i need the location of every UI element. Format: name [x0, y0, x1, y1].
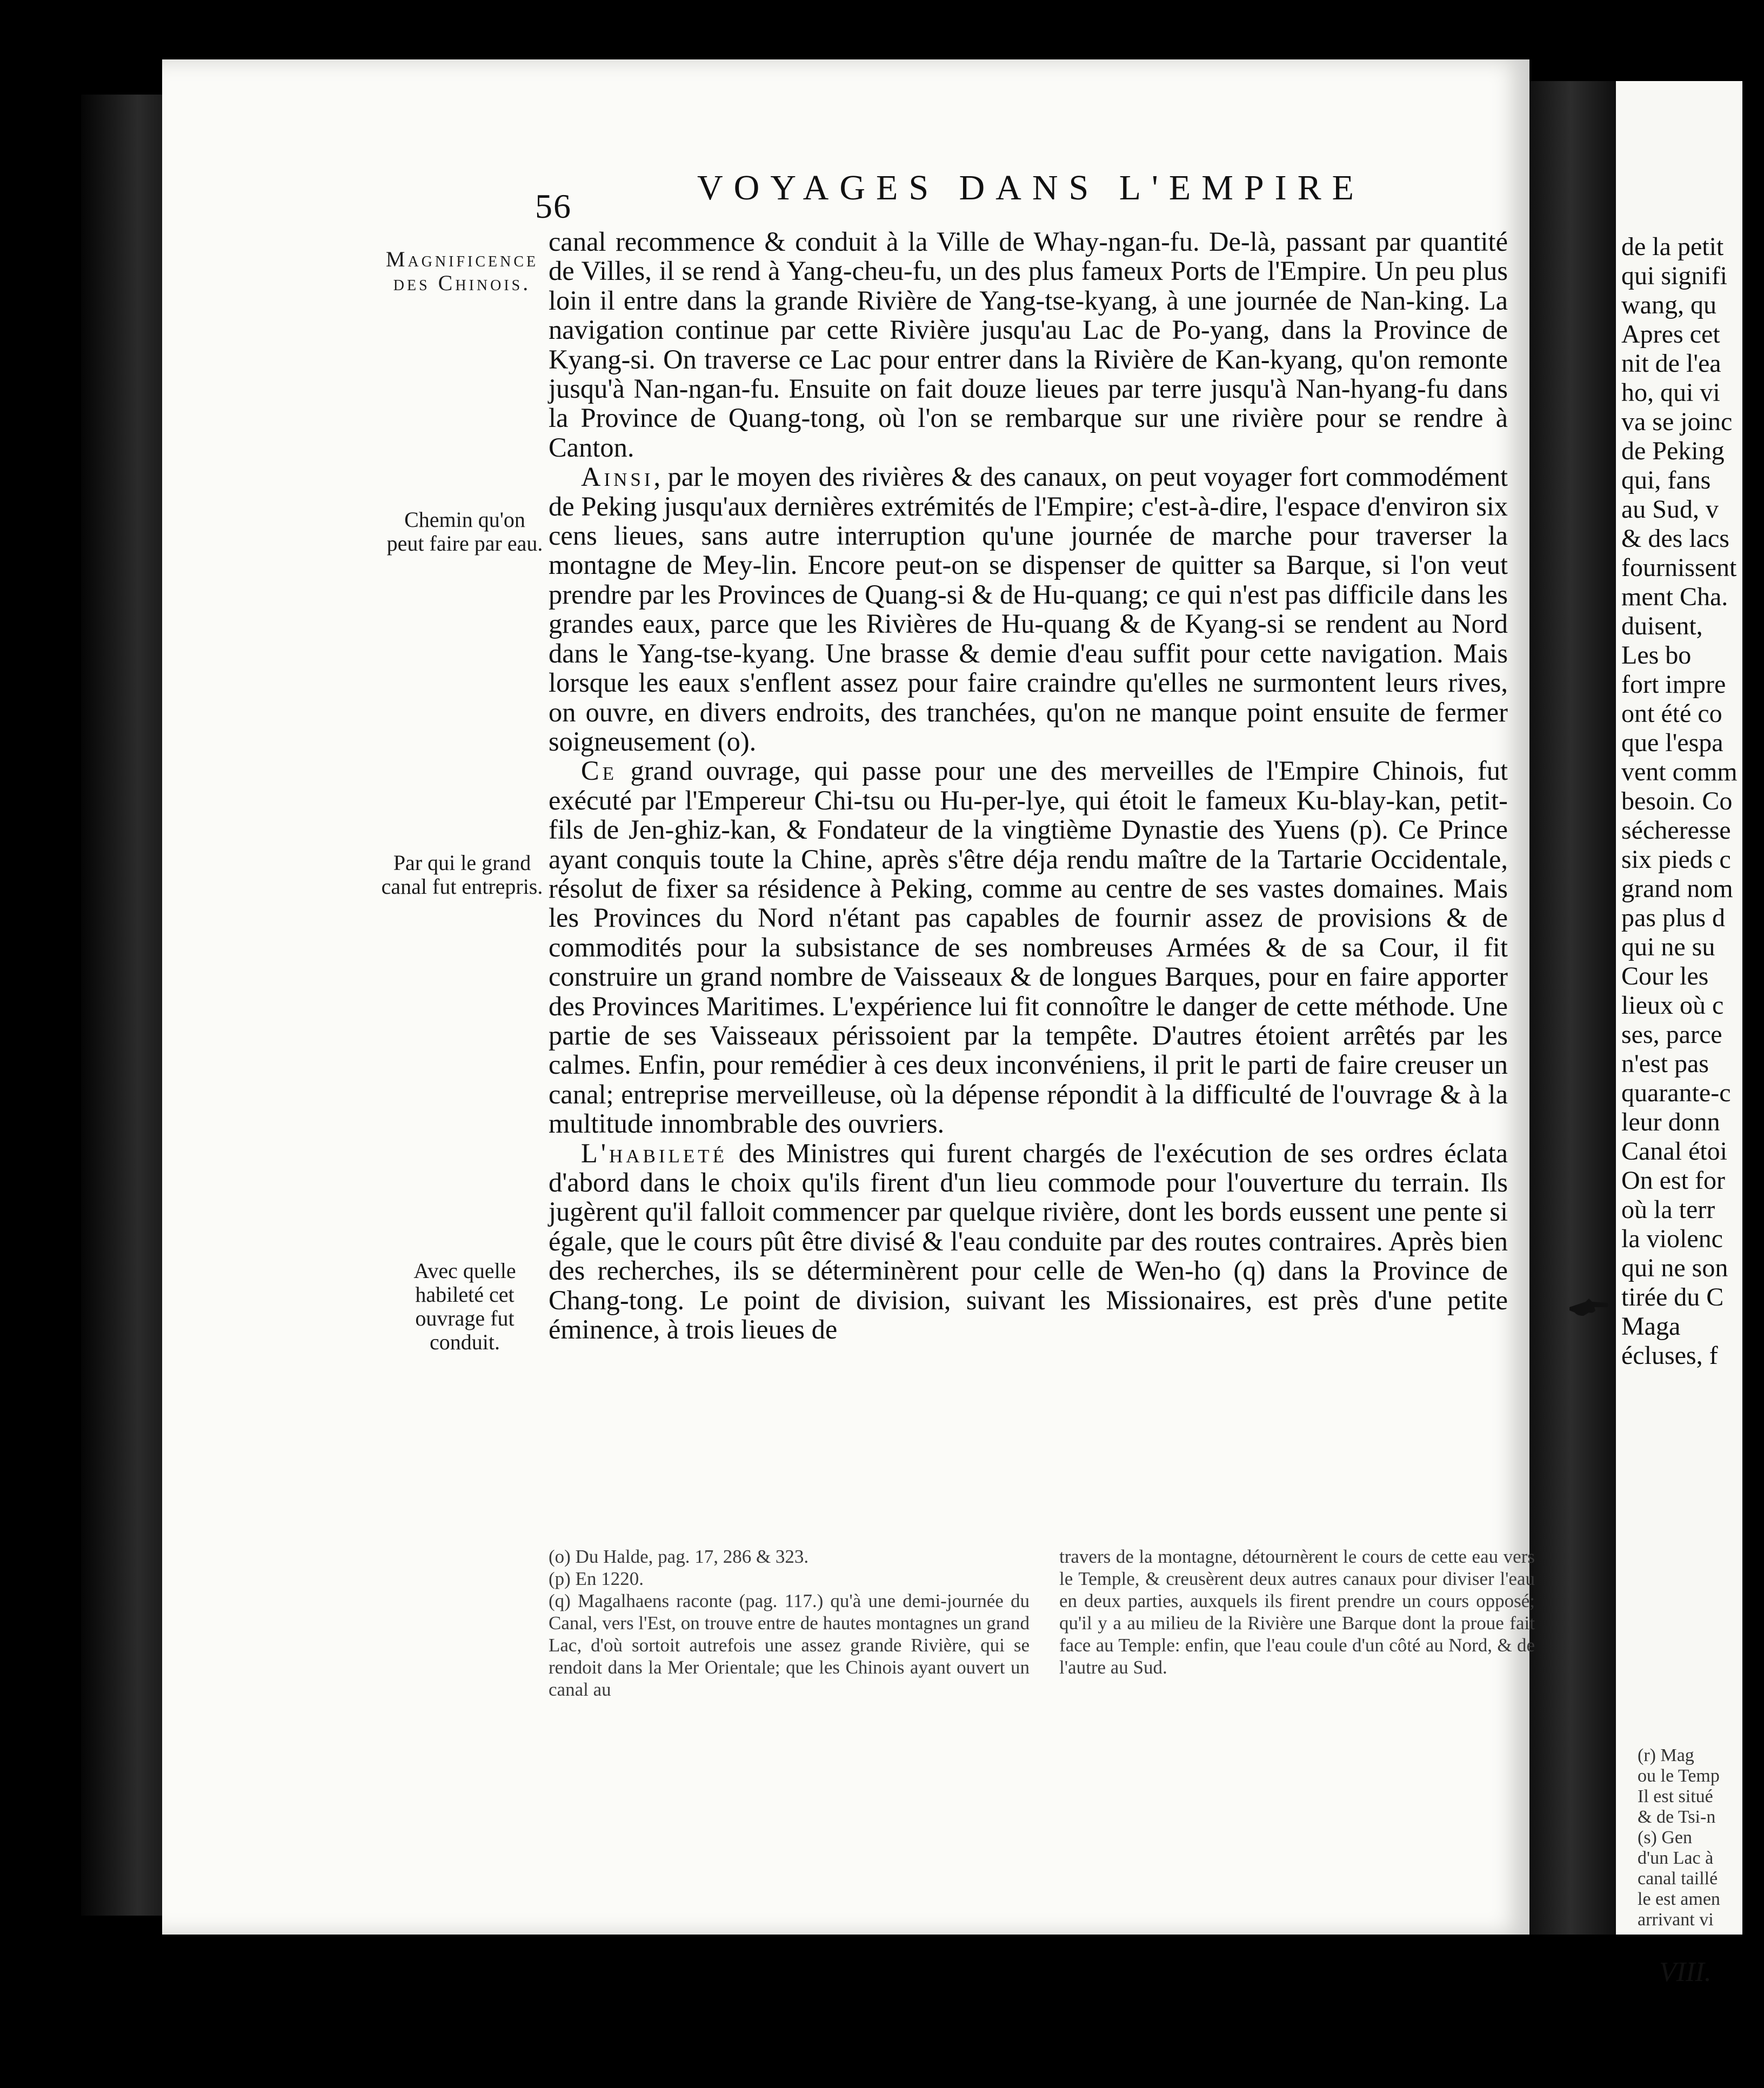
margin-note-magnificence: Magnificence des Chinois.: [385, 247, 539, 295]
right-page-line: quarante-c: [1621, 1079, 1731, 1107]
page-number: 56: [535, 187, 572, 225]
pointing-hand-icon: [1567, 1294, 1611, 1321]
right-page-line: Les bo: [1621, 641, 1692, 670]
right-page-line: nit de l'ea: [1621, 349, 1721, 378]
right-page-line: que l'espa: [1621, 728, 1723, 757]
right-page-line: tirée du C: [1621, 1283, 1724, 1311]
footnotes-left: [549, 1545, 1030, 1701]
paragraph-4-lead: L'habileté: [581, 1137, 728, 1168]
right-page-line: qui ne su: [1621, 933, 1715, 961]
right-page-line: au Sud, v: [1621, 495, 1719, 524]
right-page-line: vent comm: [1621, 758, 1738, 786]
right-page-note-line: & de Tsi-n: [1638, 1807, 1716, 1827]
right-page-note-line: d'un Lac à: [1638, 1848, 1714, 1868]
right-page-note-line: ou le Temp: [1638, 1766, 1720, 1786]
right-page-line: la violenc: [1621, 1224, 1723, 1253]
paragraph-2-lead: Ainsi: [581, 461, 654, 492]
right-page-line: n'est pas: [1621, 1049, 1709, 1078]
right-page-note-line: le est amen: [1638, 1889, 1720, 1909]
right-page-line: de Peking: [1621, 437, 1725, 465]
right-page-line: sécheresse: [1621, 816, 1731, 845]
footnotes-right: [1059, 1545, 1535, 1678]
paragraph-1: canal recommence & conduit à la Ville de Whay-ngan-fu. De-là, passant par quantité de Villes, il se rend à Yang-cheu-fu, un des plus fameux Ports de l'Empire. Un peu plus loin il entre dans la grande Rivière de Yang-tse-kyang, à une journée de Nan-king. La navigation continue par cette Rivière jusqu'au Lac de Po-yang, dans la Province de Kyang-si. On traverse ce Lac pour entrer dans la Rivière de Kan-kyang, qu'on remonte jusqu'à Nan-ngan-fu. Ensuite on fait douze lieues par terre jusqu'à Nan-hyang-fu dans la Province de Quang-tong, où l'on se rembarque sur une rivière pour se rendre à Canton.: [549, 226, 1508, 463]
right-page-signature: VIII.: [1659, 1957, 1712, 1987]
right-page-note-line: (r) Mag: [1638, 1745, 1694, 1765]
right-page-line: ho, qui vi: [1621, 378, 1720, 407]
right-page-line: ses, parce: [1621, 1020, 1722, 1049]
right-page-line: où la terr: [1621, 1195, 1715, 1224]
right-page-line: leur donn: [1621, 1108, 1720, 1136]
book-gutter: [1529, 81, 1621, 1935]
right-page-line: On est for: [1621, 1166, 1725, 1195]
right-page-line: six pieds c: [1621, 845, 1731, 874]
right-page-notes: [1616, 1745, 1764, 1930]
margin-note-chemin: Chemin qu'on peut faire par eau.: [386, 507, 543, 556]
right-page-line: qui signifi: [1621, 262, 1728, 290]
footnote-q-continued: travers de la montagne, détournèrent le cours de cette eau vers le Temple, & creusèrent deux autres canaux pour diviser l'eau en deux parties, auxquels ils firent prendre un cours opposé; qu'il y a au milieu de la Rivière une Barque dont la proue fait face au Temple: enfin, que l'eau coule d'un côté au Nord, & de l'autre au Sud.: [1059, 1546, 1535, 1678]
right-page-line: duisent,: [1621, 612, 1703, 640]
margin-note-par-qui: Par qui le grand canal fut entrepris.: [381, 851, 543, 899]
right-page-line: pas plus d: [1621, 904, 1725, 932]
right-page-note-line: (s) Gen: [1638, 1828, 1693, 1848]
footnote-q: (q) Magalhaens raconte (pag. 117.) qu'à une demi-journée du Canal, vers l'Est, on trouve entre de hautes montagnes un grand Lac, d'où sortoit autrefois une assez grande Rivière, qui se rendoit dans la Mer Orientale; que les Chinois ayant ouvert un canal au: [549, 1590, 1030, 1700]
paragraph-2-text: , par le moyen des rivières & des canaux, on peut voyager fort commodément de Peking jusqu'aux dernières extrémités de l'Empire; c'est-à-dire, l'espace d'environ six cens lieues, sans autre interruption qu'une journée de marche pour traverser la montagne de Mey-lin. Encore peut-on se dispenser de quitter sa Barque, si l'on veut prendre par les Provinces de Quang-si & de Hu-quang; ce qui n'est pas difficile dans les grandes eaux, parce que les Rivières de Hu-quang & de Kyang-si se rendent au Nord dans le Yang-tse-kyang. Une brasse & demie d'eau suffit pour cette navigation. Mais lorsque les eaux s'enflent assez pour faire craindre qu'elles ne surmontent leurs rives, on ouvre, en divers endroits, des tranchées, qu'on ne manque point ensuite de fermer soigneusement (o).: [549, 461, 1508, 757]
right-page-line: fournissent: [1621, 553, 1737, 582]
paragraph-4: [549, 1139, 1508, 1344]
right-page-line: Canal étoi: [1621, 1137, 1727, 1166]
body-text: [549, 227, 1508, 1344]
right-page-line: qui ne son: [1621, 1254, 1728, 1282]
right-page-note-line: arrivant vi: [1638, 1910, 1714, 1930]
right-page-line: ment Cha.: [1621, 583, 1728, 611]
footnote-o: (o) Du Halde, pag. 17, 286 & 323.: [549, 1546, 809, 1567]
paragraph-3-text: grand ouvrage, qui passe pour une des merveilles de l'Empire Chinois, fut exécuté par l'Empereur Chi-tsu ou Hu-per-lye, qui étoit le fameux Ku-blay-kan, petit-fils de Jen-ghiz-kan, & Fondateur de la vingtième Dynastie des Yuens (p). Ce Prince ayant conquis toute la Chine, après s'être déja rendu maître de la Tartarie Occidentale, résolut de fixer sa résidence à Peking, comme au centre de ses vastes domaines. Mais les Provinces du Nord n'étant pas capables de fournir assez de provisions & de commodités pour la subsistance de ses nombreuses Armées & de sa Cour, il fit construire un grand nombre de Vaisseaux & de longues Barques, pour en faire apporter des Provinces Maritimes. L'expérience lui fit connoître le danger de cette méthode. Une partie de ses Vaisseaux périssoient par la tempête. D'autres étoient arrêtés par les calmes. Enfin, pour remédier à ces deux inconvéniens, il prit le parti de faire creuser un canal; entreprise merveilleuse, où la dépense répondit à la difficulté de l'ouvrage & à la multitude innombrable des ouvriers.: [549, 755, 1508, 1139]
right-page-note-line: canal taillé: [1638, 1869, 1718, 1889]
right-page-line: ont été co: [1621, 699, 1722, 728]
footnote-p: (p) En 1220.: [549, 1568, 644, 1589]
right-page-line: Apres cet: [1621, 320, 1720, 349]
paragraph-4-text: des Ministres qui furent chargés de l'exécution de ses ordres éclata d'abord dans le choix qu'ils firent d'un lieu commode pour l'ouverture du terrain. Ils jugèrent qu'il falloit commencer par quelque rivière, dont les bords eussent une pente si égale, que le cours pût être divisé & l'eau conduite par des routes contraires. Après bien des recherches, ils se déterminèrent pour celle de Wen-ho (q) dans la Province de Chang-tong. Le point de division, suivant les Missionaires, est près d'une petite éminence, à trois lieues de: [549, 1137, 1508, 1345]
right-page-line: grand nom: [1621, 874, 1733, 903]
right-page-line: Cour les: [1621, 962, 1709, 991]
margin-note-avec-quelle: Avec quelle habileté cet ouvrage fut conduit.: [413, 1259, 516, 1354]
right-page-line: Maga: [1621, 1312, 1681, 1341]
right-page-line: wang, qu: [1621, 291, 1716, 319]
paragraph-2: [549, 462, 1508, 756]
paragraph-3: [549, 756, 1508, 1138]
right-page-line: qui, fans: [1621, 466, 1711, 494]
running-title: VOYAGES DANS L'EMPIRE: [697, 168, 1365, 208]
paragraph-3-lead: Ce: [581, 755, 618, 786]
right-page-line: de la petit: [1621, 232, 1724, 261]
right-page-note-line: Il est situé: [1638, 1786, 1713, 1806]
right-page-line: écluses, f: [1621, 1341, 1718, 1370]
right-page-lines: [1616, 232, 1748, 1370]
right-page-fragment: [1616, 81, 1742, 1987]
right-page-line: lieux où c: [1621, 991, 1724, 1020]
right-page-line: besoin. Co: [1621, 787, 1733, 815]
book-edge-left: [81, 95, 162, 1916]
right-page-line: va se joinc: [1621, 407, 1733, 436]
right-page-line: fort impre: [1621, 670, 1726, 699]
right-page-line: & des lacs: [1621, 524, 1729, 553]
